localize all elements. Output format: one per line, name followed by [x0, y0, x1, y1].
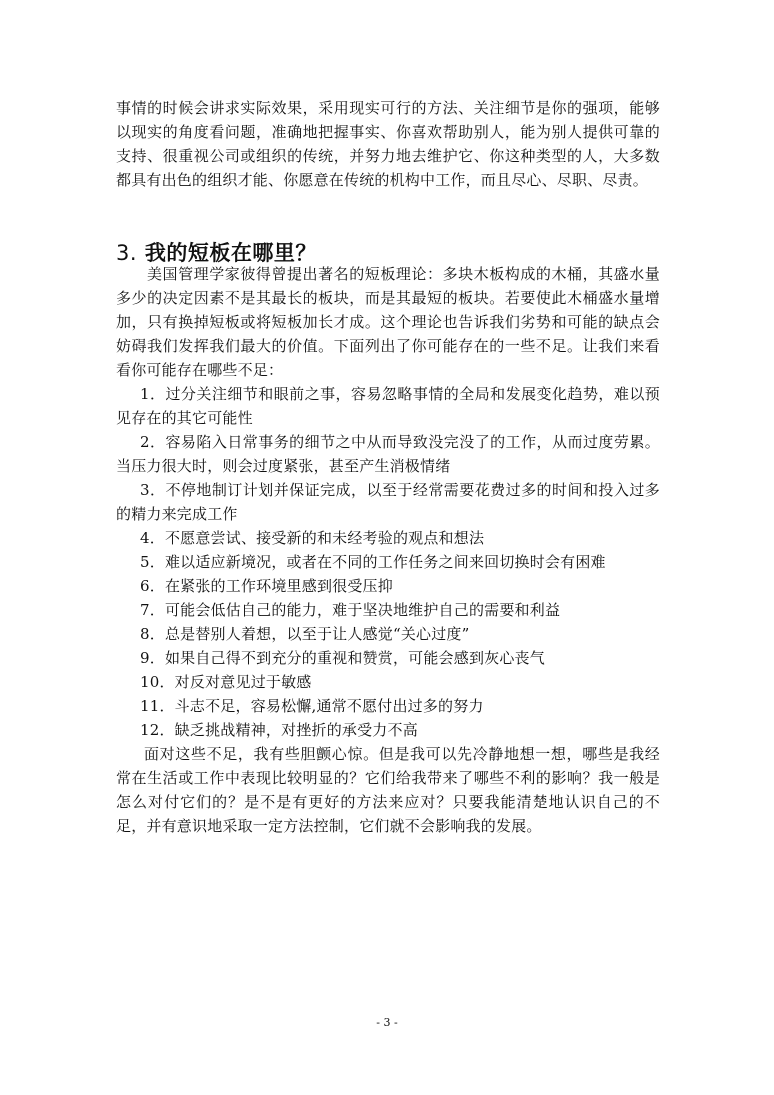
intro-paragraph: 美国管理学家彼得曾提出著名的短板理论：多块木板构成的木桶，其盛水量多少的决定因素不是其最长的板块，而是其最短的板块。若要使此木桶盛水量增加，只有换掉短板或将短板加长才成。这个理论也告诉我们劣势和可能的缺点会妨碍我们发挥我们最大的价值。下面列出了你可能存在的一些不足。让我们来看看你可能存在哪些不足： — [116, 265, 660, 379]
list-item: 4．不愿意尝试、接受新的和未经考验的观点和想法 — [140, 529, 485, 547]
list-item: 10．对反对意见过于敏感 — [140, 673, 312, 691]
list-item: 9．如果自己得不到充分的重视和赞赏，可能会感到灰心丧气 — [140, 649, 545, 667]
page-number: - 3 - — [376, 1016, 398, 1029]
section-number: 3. — [116, 241, 138, 265]
list-item: 3．不停地制订计划并保证完成，以至于经常需要花费过多的时间和投入过多的精力来完成工作 — [116, 481, 660, 523]
closing-paragraph: 面对这些不足，我有些胆颤心惊。但是我可以先冷静地想一想，哪些是我经常在生活或工作中表现比较明显的？它们给我带来了哪些不利的影响？我一般是怎么对付它们的？是不是有更好的方法来应对？只要我能清楚地认识自己的不足，并有意识地采取一定方法控制，它们就不会影响我的发展。 — [116, 745, 660, 835]
list-item: 8．总是替别人着想，以至于让人感觉“关心过度” — [140, 625, 470, 643]
body-paragraph-continued: 事情的时候会讲求实际效果，采用现实可行的方法、关注细节是你的强项，能够以现实的角度看问题，准确地把握事实、你喜欢帮助别人，能为别人提供可靠的支持、很重视公司或组织的传统，并努力地去维护它、你这种类型的人，大多数都具有出色的组织才能、你愿意在传统的机构中工作，而且尽心、尽职、尽责。 — [116, 99, 660, 189]
list-item: 11．斗志不足，容易松懈,通常不愿付出过多的努力 — [140, 697, 484, 715]
list-item: 6．在紧张的工作环境里感到很受压抑 — [140, 577, 393, 595]
list-item: 5．难以适应新境况，或者在不同的工作任务之间来回切换时会有困难 — [140, 553, 606, 571]
list-item: 1．过分关注细节和眼前之事，容易忽略事情的全局和发展变化趋势，难以预见存在的其它可能性 — [116, 385, 660, 427]
list-item: 12．缺乏挑战精神，对挫折的承受力不高 — [140, 721, 418, 739]
section-title: 我的短板在哪里？ — [144, 241, 317, 265]
list-item: 7．可能会低估自己的能力，难于坚决地维护自己的需要和利益 — [140, 601, 561, 619]
list-item: 2．容易陷入日常事务的细节之中从而导致没完没了的工作，从而过度劳累。当压力很大时，则会过度紧张，甚至产生消极情绪 — [116, 433, 660, 475]
shortcomings-list — [116, 382, 660, 742]
